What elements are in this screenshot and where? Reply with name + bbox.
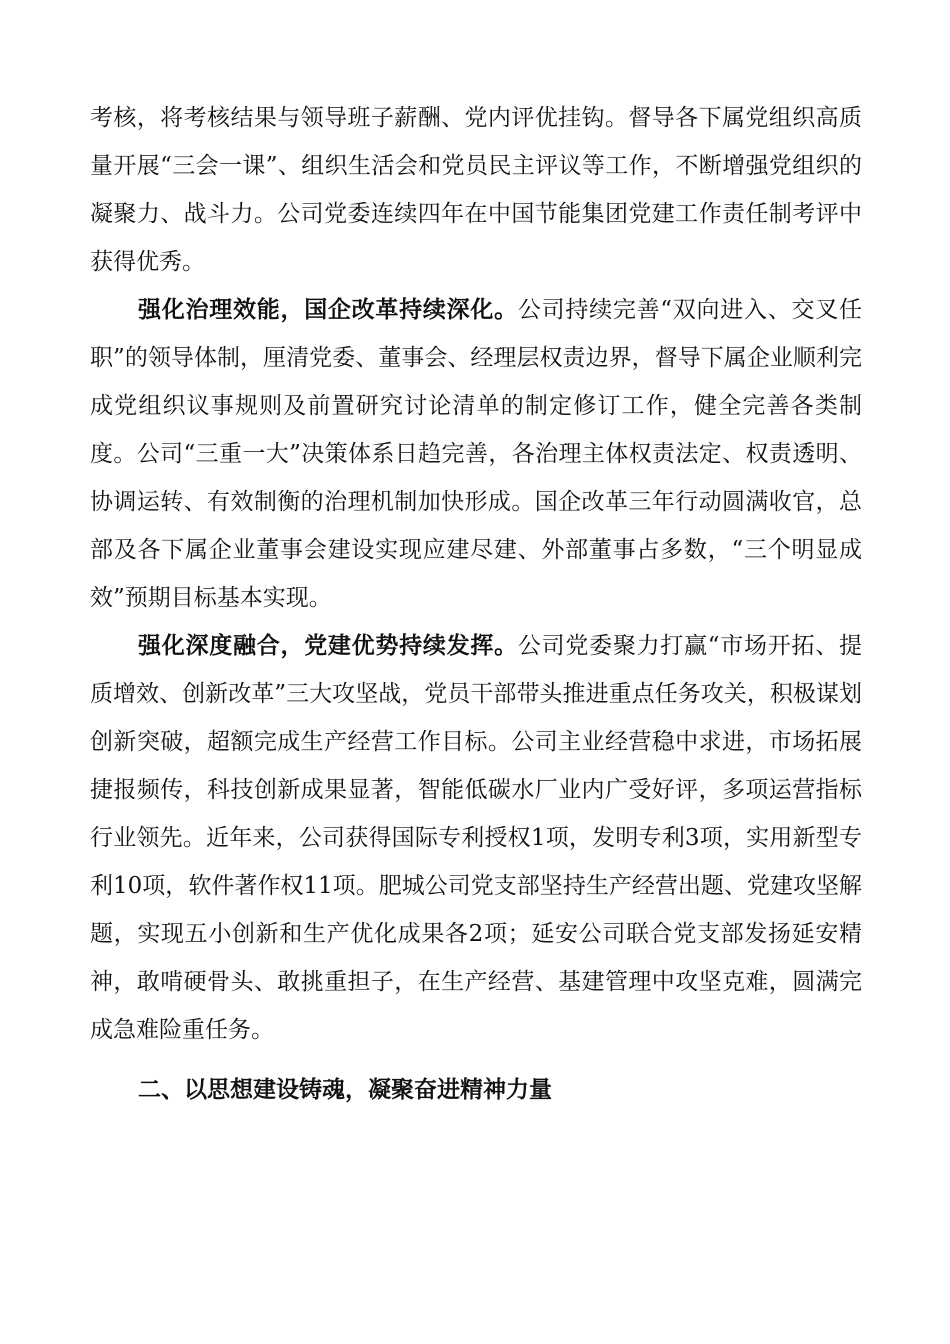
document-page (90, 94, 862, 1114)
paragraph-continuation (90, 94, 862, 286)
paragraph-integration (90, 622, 862, 1054)
paragraph-lead: 强化深度融合，党建优势持续发挥。 (138, 633, 518, 659)
paragraph-text: 公司党委聚力打赢“市场开拓、提质增效、创新改革”三大攻坚战，党员干部带头推进重点任务攻关，积极谋划创新突破，超额完成生产经营工作目标。公司主业经营稳中求进，市场拓展捷报频传，科技创新成果显著，智能低碳水厂业内广受好评，多项运营指标行业领先。近年来，公司获得国际专利授权1项，发明专利3项，实用新型专利10项，软件著作权11项。肥城公司党支部坚持生产经营出题、党建攻坚解题，实现五小创新和生产优化成果各2项；延安公司联合党支部发扬延安精神，敢啃硬骨头、敢挑重担子，在生产经营、基建管理中攻坚克难，圆满完成急难险重任务。 (90, 633, 862, 1043)
paragraph-text: 考核，将考核结果与领导班子薪酬、党内评优挂钩。督导各下属党组织高质量开展“三会一课”、组织生活会和党员民主评议等工作，不断增强党组织的凝聚力、战斗力。公司党委连续四年在中国节能集团党建工作责任制考评中获得优秀。 (90, 105, 862, 275)
paragraph-text: 公司持续完善“双向进入、交叉任职”的领导体制，厘清党委、董事会、经理层权责边界，督导下属企业顺利完成党组织议事规则及前置研究讨论清单的制定修订工作，健全完善各类制度。公司“三重一大”决策体系日趋完善，各治理主体权责法定、权责透明、协调运转、有效制衡的治理机制加快形成。国企改革三年行动圆满收官，总部及各下属企业董事会建设实现应建尽建、外部董事占多数，“三个明显成效”预期目标基本实现。 (90, 297, 862, 611)
paragraph-lead: 强化治理效能，国企改革持续深化。 (138, 297, 518, 323)
paragraph-governance (90, 286, 862, 622)
section-heading: 二、以思想建设铸魂，凝聚奋进精神力量 (138, 1077, 552, 1103)
